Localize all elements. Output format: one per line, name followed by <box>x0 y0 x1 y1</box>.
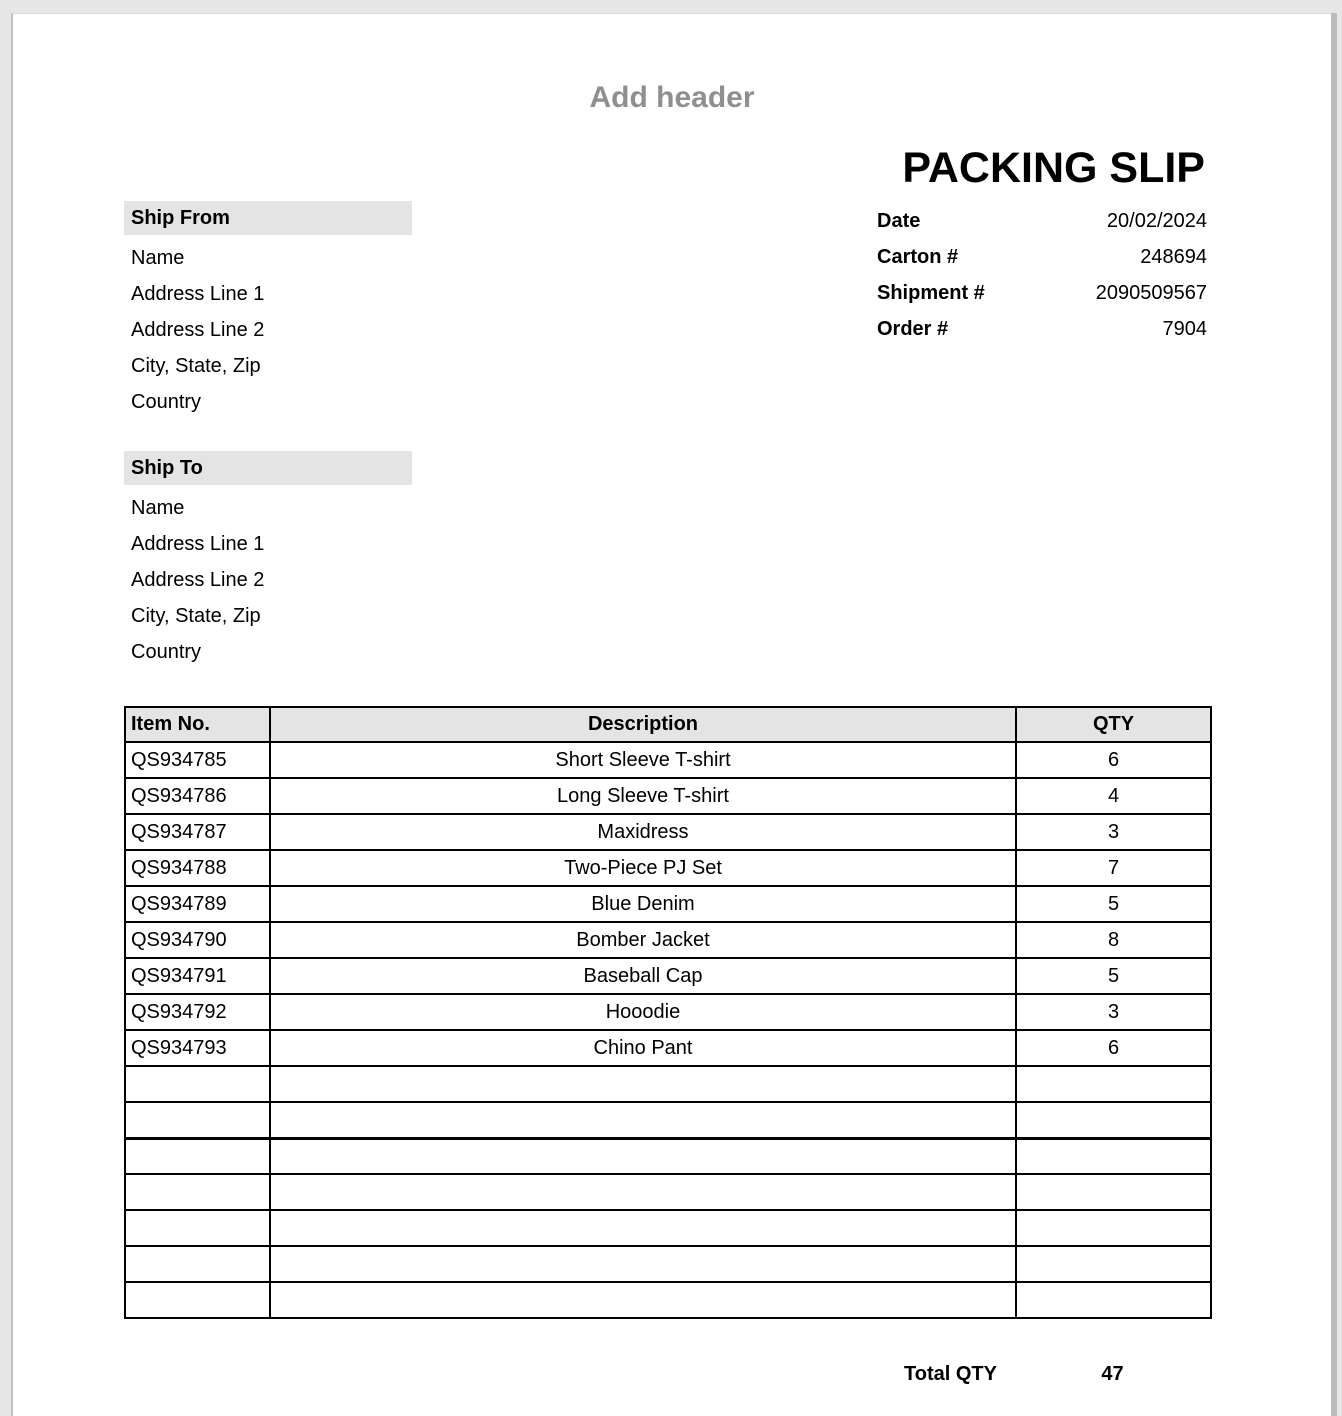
table-row <box>125 922 1211 958</box>
empty-table-row <box>125 1282 1211 1318</box>
item-no-cell: QS934790 <box>125 922 270 958</box>
item-no-cell: QS934791 <box>125 958 270 994</box>
address-line: Address Line 2 <box>131 569 265 591</box>
description-cell: Long Sleeve T-shirt <box>270 778 1016 814</box>
qty-cell: 8 <box>1016 922 1211 958</box>
table-row <box>125 886 1211 922</box>
column-header-description: Description <box>270 707 1016 742</box>
empty-table-row <box>125 1138 1211 1174</box>
items-table <box>124 706 1212 1319</box>
table-row <box>125 1030 1211 1066</box>
qty-cell: 3 <box>1016 814 1211 850</box>
qty-cell: 5 <box>1016 958 1211 994</box>
item-no-cell: QS934789 <box>125 886 270 922</box>
address-line: Address Line 2 <box>131 319 265 341</box>
empty-table-row <box>125 1066 1211 1102</box>
info-label: Shipment # <box>877 282 985 304</box>
total-spacer <box>124 1356 269 1392</box>
add-header-placeholder[interactable]: Add header <box>589 81 755 114</box>
description-cell <box>270 1174 1016 1210</box>
description-cell: Baseball Cap <box>270 958 1016 994</box>
item-no-cell: QS934786 <box>125 778 270 814</box>
description-cell: Two-Piece PJ Set <box>270 850 1016 886</box>
table-row <box>125 778 1211 814</box>
column-header-item-no: Item No. <box>125 707 270 742</box>
item-no-cell <box>125 1066 270 1102</box>
empty-table-row <box>125 1174 1211 1210</box>
empty-table-row <box>125 1210 1211 1246</box>
table-row <box>125 814 1211 850</box>
qty-cell: 6 <box>1016 742 1211 778</box>
address-line: City, State, Zip <box>131 605 261 627</box>
address-line: Country <box>131 641 202 663</box>
column-header-qty: QTY <box>1016 707 1211 742</box>
item-no-cell <box>125 1138 270 1174</box>
qty-cell: 3 <box>1016 994 1211 1030</box>
address-line: Name <box>131 247 185 269</box>
info-label: Order # <box>877 318 949 340</box>
qty-cell: 5 <box>1016 886 1211 922</box>
description-cell: Hooodie <box>270 994 1016 1030</box>
qty-cell <box>1016 1174 1211 1210</box>
qty-cell <box>1016 1138 1211 1174</box>
item-no-cell: QS934792 <box>125 994 270 1030</box>
info-label: Carton # <box>877 246 959 268</box>
table-header-row <box>125 707 1211 742</box>
address-line: Address Line 1 <box>131 533 265 555</box>
table-row <box>125 850 1211 886</box>
total-qty-row <box>124 1356 1210 1392</box>
item-no-cell: QS934785 <box>125 742 270 778</box>
empty-table-row <box>125 1246 1211 1282</box>
item-no-cell: QS934788 <box>125 850 270 886</box>
total-qty-value: 47 <box>1101 1363 1124 1385</box>
ship-to-lines <box>124 490 412 670</box>
item-no-cell: QS934787 <box>125 814 270 850</box>
table-row <box>125 958 1211 994</box>
info-value: 7904 <box>1162 318 1207 340</box>
qty-cell: 6 <box>1016 1030 1211 1066</box>
description-cell <box>270 1210 1016 1246</box>
info-row <box>877 275 1207 311</box>
address-line: Country <box>131 391 202 413</box>
document-page <box>11 13 1331 1416</box>
description-cell: Short Sleeve T-shirt <box>270 742 1016 778</box>
ship-from-section <box>124 201 412 420</box>
description-cell: Bomber Jacket <box>270 922 1016 958</box>
address-line: Name <box>131 497 185 519</box>
item-no-cell <box>125 1210 270 1246</box>
address-line: Address Line 1 <box>131 283 265 305</box>
description-cell <box>270 1246 1016 1282</box>
page-title: PACKING SLIP <box>902 144 1205 192</box>
ship-to-section <box>124 451 412 670</box>
info-row <box>877 239 1207 275</box>
item-no-cell: QS934793 <box>125 1030 270 1066</box>
total-qty-label: Total QTY <box>904 1363 997 1385</box>
ship-to-label: Ship To <box>124 451 412 485</box>
item-no-cell <box>125 1102 270 1138</box>
ship-from-lines <box>124 240 412 420</box>
description-cell <box>270 1102 1016 1138</box>
item-no-cell <box>125 1246 270 1282</box>
empty-table-row <box>125 1102 1211 1138</box>
description-cell: Chino Pant <box>270 1030 1016 1066</box>
table-row <box>125 742 1211 778</box>
address-line: City, State, Zip <box>131 355 261 377</box>
info-value: 248694 <box>1140 246 1207 268</box>
description-cell: Blue Denim <box>270 886 1016 922</box>
qty-cell <box>1016 1210 1211 1246</box>
info-value: 2090509567 <box>1095 282 1207 304</box>
scrollbar[interactable] <box>1331 13 1337 1416</box>
description-cell <box>270 1282 1016 1318</box>
qty-cell <box>1016 1282 1211 1318</box>
info-label: Date <box>877 210 921 232</box>
description-cell: Maxidress <box>270 814 1016 850</box>
qty-cell: 4 <box>1016 778 1211 814</box>
item-no-cell <box>125 1282 270 1318</box>
qty-cell: 7 <box>1016 850 1211 886</box>
description-cell <box>270 1066 1016 1102</box>
info-value: 20/02/2024 <box>1106 210 1207 232</box>
item-no-cell <box>125 1174 270 1210</box>
qty-cell <box>1016 1246 1211 1282</box>
table-row <box>125 994 1211 1030</box>
shipment-info <box>877 203 1207 347</box>
description-cell <box>270 1138 1016 1174</box>
qty-cell <box>1016 1102 1211 1138</box>
info-row <box>877 311 1207 347</box>
qty-cell <box>1016 1066 1211 1102</box>
info-row <box>877 203 1207 239</box>
ship-from-label: Ship From <box>124 201 412 235</box>
